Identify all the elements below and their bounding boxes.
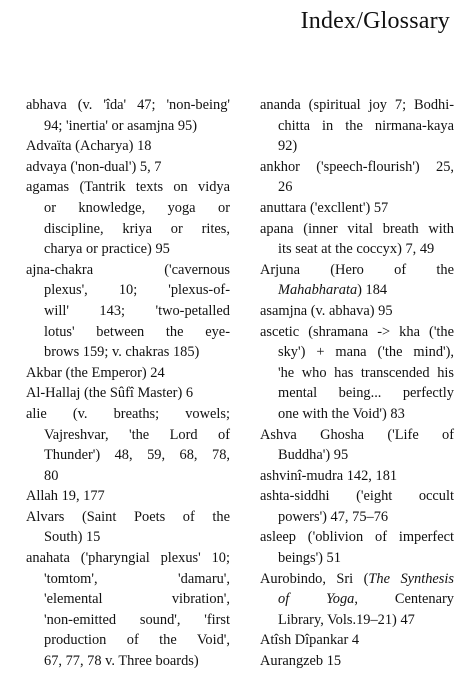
index-entry-line: advaya ('non-dual') 5, 7 — [26, 158, 162, 175]
index-entry — [8, 486, 230, 507]
index-entry-line: Advaïta (Acharya) 18 — [26, 138, 152, 155]
index-entry-continuation-line: Library, Vols.19–21) 47 — [278, 611, 415, 628]
index-entry-line: asleep ('oblivion of imperfect — [260, 529, 454, 546]
index-entry-continuation-line: 92) — [278, 138, 298, 155]
index-entry-continuation-line: Vajreshvar, 'the Lord of — [44, 426, 230, 443]
index-entry-continuation-line: discipline, kriya or rites, — [44, 220, 230, 237]
index-entry-continuation-line: lotus' between the eye- — [44, 323, 230, 340]
index-entry-line: anahata ('pharyngial plexus' 10; — [26, 550, 230, 567]
index-entry-line: ankhor ('speech-flourish') 25, — [260, 158, 454, 175]
index-entry-continuation-line: 'non-emitted sound', 'first — [44, 611, 230, 628]
index-entry — [8, 548, 230, 672]
index-entry-line: alie (v. breaths; vowels; — [26, 405, 230, 422]
index-entry-line: Aurangzeb 15 — [260, 653, 342, 670]
index-entry — [242, 425, 454, 466]
index-entry — [242, 198, 454, 219]
index-entry-line: Al-Hallaj (the Sûfî Master) 6 — [26, 385, 194, 402]
index-entry-continuation-line: chitta in the nirmana-kaya — [278, 117, 454, 134]
index-entry — [242, 630, 454, 651]
index-entry-continuation-line: brows 159; v. chakras 185) — [44, 344, 200, 361]
index-entry — [8, 260, 230, 363]
index-entry — [8, 363, 230, 384]
index-entry-line: agamas (Tantrik texts on vidya — [26, 179, 230, 196]
index-entry-line: asamjna (v. abhava) 95 — [260, 302, 393, 319]
index-entry-line: Allah 19, 177 — [26, 488, 105, 505]
index-entry-continuation-line: 'tomtom', 'damaru', — [44, 570, 230, 587]
index-entry-line: Akbar (the Emperor) 24 — [26, 364, 165, 381]
index-entry-continuation-line: production of the Void', — [44, 632, 230, 649]
index-entry-continuation-line: one with the Void') 83 — [278, 405, 405, 422]
index-entry — [8, 157, 230, 178]
index-entry-line: Arjuna (Hero of the — [260, 261, 454, 278]
index-entry-continuation-line: Thunder') 48, 59, 68, 78, — [44, 447, 230, 464]
index-entry — [8, 95, 230, 136]
index-entry-line: ajna-chakra ('cavernous — [26, 261, 230, 278]
index-entry — [242, 322, 454, 425]
index-entry-continuation-line: 26 — [278, 179, 293, 196]
index-entry-continuation-line: 67, 77, 78 v. Three boards) — [44, 653, 199, 670]
index-entry — [8, 136, 230, 157]
index-entry-continuation-line: 80 — [44, 467, 59, 484]
index-entry — [242, 466, 454, 487]
index-entry-line: abhava (v. 'îda' 47; 'non-being' — [26, 97, 230, 113]
index-entry — [242, 157, 454, 198]
index-entry-continuation-line: South) 15 — [44, 529, 101, 546]
index-entry-line: Aurobindo, Sri (The Synthesis — [260, 570, 455, 587]
index-entry-continuation-line: 94; 'inertia' or asamjna 95) — [44, 117, 198, 134]
index-entry-continuation-line: of Yoga, Centenary — [278, 591, 454, 608]
index-entry-line: Ashva Ghosha ('Life of — [260, 426, 454, 443]
index-entry-continuation-line: will' 143; 'two-petalled — [44, 302, 230, 319]
index-entry-continuation-line: Buddha') 95 — [278, 447, 349, 464]
index-entry-continuation-line: charya or practice) 95 — [44, 241, 170, 258]
index-entry — [8, 404, 230, 486]
index-entry — [242, 301, 454, 322]
index-entry-continuation-line: 'he who has transcended his — [278, 364, 454, 381]
index-entry — [8, 383, 230, 404]
index-entry — [242, 527, 454, 568]
index-entry — [8, 507, 230, 548]
index-entry-line: anuttara ('excllent') 57 — [260, 199, 389, 216]
index-entry-continuation-line: beings') 51 — [278, 550, 341, 567]
index-entry-continuation-line: its seat at the coccyx) 7, 49 — [278, 241, 435, 258]
index-entry — [242, 569, 454, 631]
index-entry — [242, 651, 454, 672]
index-entry-continuation-line: Mahabharata) 184 — [278, 282, 388, 299]
index-entry-line: ascetic (shramana -> kha ('the — [260, 323, 454, 340]
index-entry — [8, 177, 230, 259]
index-entry-continuation-line: mental being... perfectly — [278, 385, 454, 402]
index-entry-continuation-line: 'elemental vibration', — [44, 591, 230, 608]
index-entry — [242, 486, 454, 527]
index-entry-line: Atîsh Dîpankar 4 — [260, 632, 360, 649]
index-entry-line: Alvars (Saint Poets of the — [26, 508, 230, 525]
index-entry-continuation-line: sky') + mana ('the mind'), — [278, 344, 454, 361]
index-entry-line: ashta-siddhi ('eight occult — [260, 488, 454, 505]
index-entry — [242, 95, 454, 157]
index-entry-line: ananda (spiritual joy 7; Bodhi- — [260, 97, 454, 113]
page-title: Index/Glossary — [300, 8, 450, 34]
index-entry-continuation-line: plexus', 10; 'plexus-of- — [44, 282, 230, 299]
index-entry-continuation-line: or knowledge, yoga or — [44, 199, 230, 216]
index-entry — [242, 260, 454, 301]
index-entry-line: apana (inner vital breath with — [260, 220, 454, 237]
index-entry-line: ashvinî-mudra 142, 181 — [260, 467, 398, 484]
index-column-right — [242, 95, 454, 672]
index-column-left — [8, 95, 230, 672]
index-entry-continuation-line: powers') 47, 75–76 — [278, 508, 389, 525]
index-entry — [242, 219, 454, 260]
